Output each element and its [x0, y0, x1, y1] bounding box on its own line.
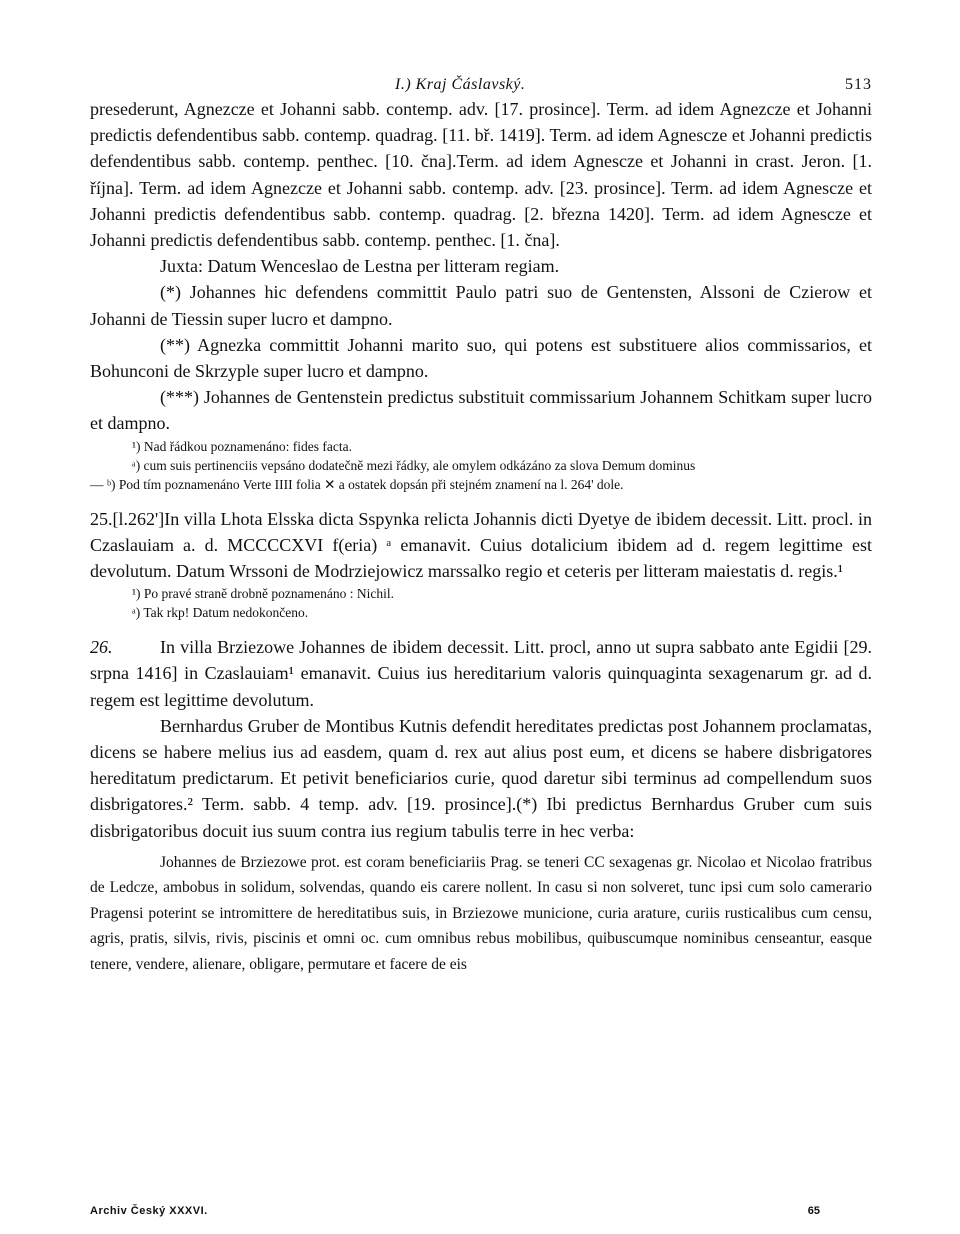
- entry-26-text: In villa Brziezowe Johannes de ibidem decessit. Litt. procl, anno ut supra sabbato ante Egidii [29. srpna 1416] in Czaslauiam¹ emanavit. Cuius ius hereditarium valoris quinquaginta sexagenarum gr. ad d. regem est legittime devolutum.: [90, 637, 872, 710]
- entry-25-footnote-1: ¹) Po pravé straně drobně poznamenáno : Nichil.: [132, 586, 394, 602]
- footnote-b: — ᵇ) Pod tím poznamenáno Verte IIII folia ✕ a ostatek dopsán při stejném znamení na l. 264' dole.: [90, 476, 624, 492]
- page: [90, 68, 872, 977]
- footnote-a: ᵃ) cum suis pertinenciis vepsáno dodatečně mezi řádky, ale omylem odkázáno za slova Demum dominus: [132, 457, 696, 473]
- entry-25: 25.[l.262']In villa Lhota Elsska dicta Sspynka relicta Johannis dicti Dyetye de ibidem decessit. Litt. procl. in Czaslauiam a. d. MCCCCXVI f(eria) ᵃ emanavit. Cuius dotalicium ibidem ad d. regem legittime est devolutum. Datum Wrssoni de Modrziejowicz marssalko regio et ceteris per litteram maiestatis d. regis.¹: [90, 508, 872, 582]
- entry-26-first-paragraph: [90, 634, 872, 713]
- footer-signature: Archiv Český XXXVI.: [90, 1205, 208, 1217]
- page-footer: [90, 1205, 872, 1225]
- entry-26-second-paragraph: Bernhardus Gruber de Montibus Kutnis defendit hereditates predictas post Johannem proclamatas, dicens se habere melius ius ad easdem, quam d. rex aut alius post eum, et dicens se habere disbrigatores hereditatum predictarum. Et petivit beneficiarios curie, quod daretur sibi terminus ad compellendum suos disbrigatores.² Term. sabb. 4 temp. adv. [19. prosince].(*) Ibi predictus Bernhardus Gruber cum suis disbrigatoribus docuit ius suum contra ius regium tabulis terre in hec verba:: [90, 715, 872, 841]
- paragraph-continuation: presederunt, Agnezcze et Johanni sabb. contemp. adv. [17. prosince]. Term. ad idem Agnezcze et Johanni predictis defendentibus sabb. contemp. quadrag. [11. bř. 1419]. Term. ad idem Agnescze et Johanni predictis defendentibus sabb. contemp. penthec. [10. čna].Term. ad idem Agnescze et Johanni in crast. Jeron. [1. října]. Term. ad idem Agnezcze et Johanni sabb. contemp. adv. [23. prosince]. Term. ad idem Agnescze et Johanni predictis defendentibus sabb. contemp. quadrag. [2. března 1420]. Term. ad idem Agnescze et Johanni predictis defendentibus sabb. contemp. penthec. [1. čna].: [90, 99, 872, 251]
- running-title: I.) Kraj Čáslavský.: [395, 76, 526, 93]
- entry-26-number: 26.: [90, 637, 113, 658]
- entry-26-quoted-record: Johannes de Brziezowe prot. est coram beneficiariis Prag. se teneri CC sexagenas gr. Nicolao et Nicolao fratribus de Ledcze, ambobus in solidum, solvendas, quando eis carere nollent. In casu si non solveret, tunc ipsi cum solo camerario Pragensi poterint se intromittere de hereditatibus suis, in Brziezowe municione, curia arature, curiis rusticalibus cum censu, agris, pratis, silvis, rivis, piscinis et omni oc. cum omnibus rebus mobilibus, quibuscumque nominibus censeantur, easque tenere, vendere, alienare, obligare, permutare et facere de eis: [90, 853, 872, 973]
- paragraph-note-single-star: (*) Johannes hic defendens committit Paulo patri suo de Gentensten, Alssoni de Czierow et Johanni de Tiessin super lucro et dampno.: [90, 282, 872, 329]
- paragraph-note-double-star: (**) Agnezka committit Johanni marito suo, qui potens est substituere alios commissarios, et Bohunconi de Skrzyple super lucro et dampno.: [90, 334, 872, 382]
- footer-sheet-number: 65: [807, 1205, 820, 1217]
- paragraph-note-triple-star: (***) Johannes de Gentenstein predictus substituit commissarium Johannem Schitkam super lucro et dampno.: [90, 387, 872, 434]
- running-header: [90, 68, 872, 96]
- entry-25-footnote-a: ᵃ) Tak rkp! Datum nedokončeno.: [132, 605, 309, 621]
- paragraph-juxta: Juxta: Datum Wenceslao de Lestna per litteram regiam.: [160, 256, 560, 277]
- footnote-1: ¹) Nad řádkou poznamenáno: fides facta.: [132, 438, 352, 454]
- page-number: 513: [845, 76, 872, 93]
